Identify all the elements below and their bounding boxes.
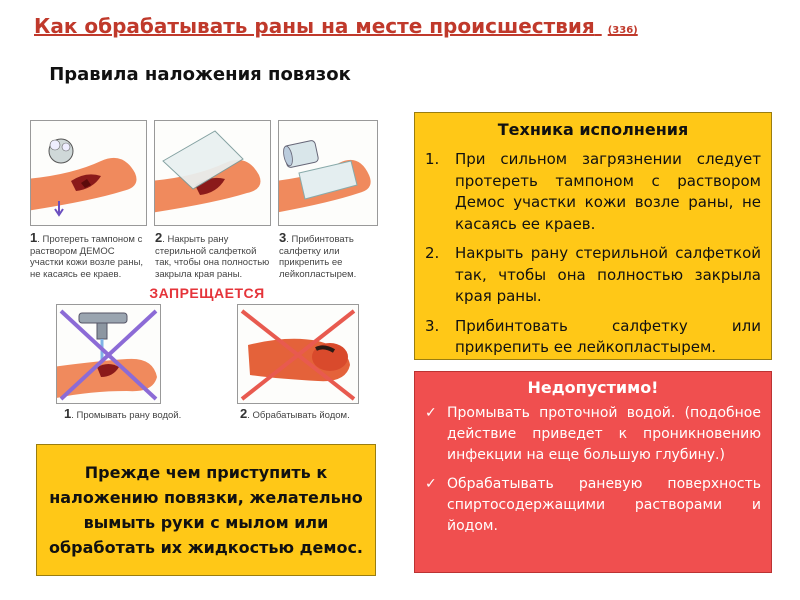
bandage-rules-heading: Правила наложения повязок — [49, 64, 351, 85]
step-1-illustration — [30, 120, 147, 226]
unacceptable-box — [414, 371, 772, 573]
technique-list — [425, 149, 761, 359]
page-title — [34, 14, 774, 38]
cotton-swab-icon — [49, 139, 73, 163]
technique-item-text: При сильном загрязнении следует протереть тампоном с раствором Демос участки кожи возле раны, не касаясь ее краев. — [455, 150, 761, 233]
page-reference: (336) — [607, 25, 638, 36]
step-2-illustration — [154, 120, 271, 226]
hand-washing-note-text: Прежде чем приступить к наложению повязки, желательно вымыть руки с мылом или обработать их жидкостью демос. — [48, 463, 364, 557]
checkmark-icon: ✓ — [425, 476, 437, 492]
technique-item-number: 3. — [425, 316, 440, 335]
forbidden-2-illustration — [237, 304, 359, 404]
unacceptable-item-text: Обрабатывать раневую поверхность спиртосодержащими растворами и йодом. — [447, 476, 761, 534]
technique-item-number: 1. — [425, 150, 440, 168]
unacceptable-list — [425, 403, 761, 537]
technique-item — [425, 149, 761, 235]
technique-item-text: Накрыть рану стерильной салфеткой так, чтобы она полностью закрыла края раны. — [455, 244, 761, 305]
technique-heading: Техника исполнения — [497, 120, 689, 139]
technique-item-text: Прибинтовать салфетку или прикрепить ее лейкопластырем. — [455, 316, 761, 356]
unacceptable-heading: Недопустимо! — [527, 378, 659, 397]
checkmark-icon: ✓ — [425, 405, 437, 421]
technique-item-number: 2. — [425, 244, 440, 262]
unacceptable-item — [425, 474, 761, 537]
step-3-illustration — [278, 120, 378, 226]
step-1-caption: 1. Протереть тампоном с раствором ДЕМОС участки кожи возле раны, не касаясь ее краев. — [30, 230, 144, 280]
page-title-text: Как обрабатывать раны на месте происшествия — [34, 14, 595, 38]
forbidden-1-caption: 1. Промывать рану водой. — [64, 406, 182, 421]
forbidden-2-caption: 2. Обрабатывать йодом. — [240, 406, 350, 421]
unacceptable-item — [425, 403, 761, 466]
step-2-caption: 2. Накрыть рану стерильной салфеткой так, чтобы она полностью закрыла края раны. — [155, 230, 270, 280]
step-3-caption: 3. Прибинтовать салфетку или прикрепить ее лейкопластырем. — [279, 230, 357, 280]
unacceptable-item-text: Промывать проточной водой. (подобное действие приведет к проникновению инфекции на еще большую глубину.) — [447, 405, 761, 463]
technique-item — [425, 316, 761, 359]
forbidden-1-illustration — [56, 304, 161, 404]
forbidden-label: ЗАПРЕЩАЕТСЯ — [149, 285, 265, 301]
technique-item — [425, 243, 761, 308]
technique-box — [414, 112, 772, 360]
hand-washing-note — [36, 444, 376, 576]
